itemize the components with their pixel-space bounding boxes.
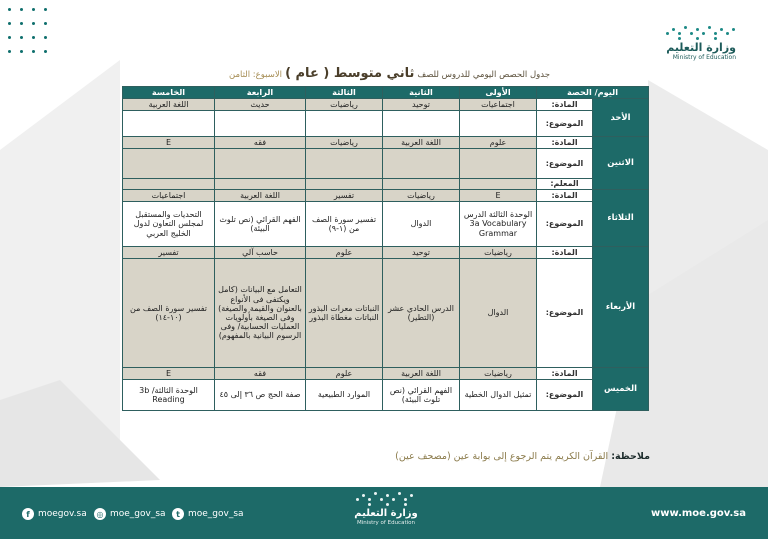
- title-main: ثاني متوسط ( عام ): [285, 66, 415, 81]
- day-name: الخميس: [593, 368, 649, 411]
- footer-logo: [338, 490, 434, 536]
- subject-row: [123, 190, 649, 202]
- topic-row: [123, 380, 649, 411]
- subject-cell: اللغة العربية: [383, 368, 460, 380]
- subject-cell: اجتماعيات: [460, 99, 537, 111]
- instagram-link[interactable]: [94, 507, 166, 521]
- topic-cell: [123, 111, 215, 137]
- topic-cell: الدرس الحادي عشر (التطير): [383, 259, 460, 368]
- subject-cell: تفسير: [306, 190, 383, 202]
- topic-cell: تمثيل الدوال الخطية: [460, 380, 537, 411]
- topic-row: [123, 111, 649, 137]
- subject-cell: توحيد: [383, 99, 460, 111]
- topic-cell: [215, 111, 306, 137]
- title-sub: جدول الحصص اليومي للدروس للصف: [417, 70, 550, 80]
- twitter-icon: t: [172, 508, 184, 520]
- topic-cell: [123, 149, 215, 179]
- topic-row: [123, 202, 649, 247]
- topic-cell: تفسير سورة الصف من (١٠-١٤): [123, 259, 215, 368]
- topic-cell: صفة الحج ص ٣٦ إلى ٤٥: [215, 380, 306, 411]
- day-name: الأحد: [593, 99, 649, 137]
- topic-cell: الفهم القرائي (نص تلوث البيئة): [383, 380, 460, 411]
- facebook-link[interactable]: [22, 507, 87, 521]
- day-name: الثلاثاء: [593, 190, 649, 247]
- day-name: الأربعاء: [593, 247, 649, 368]
- period-header: الثانية: [383, 87, 460, 99]
- row-label: الموضوع:: [537, 259, 593, 368]
- logo-dots-icon: [662, 24, 736, 40]
- topic-cell: [306, 149, 383, 179]
- corner-header: اليوم/ الحصة: [537, 87, 649, 99]
- teacher-cell: [306, 179, 383, 190]
- teacher-cell: [215, 179, 306, 190]
- subject-cell: E: [123, 137, 215, 149]
- note-text: القرآن الكريم يتم الرجوع إلى بوابة عين (مصحف عين): [395, 451, 609, 462]
- twitter-handle: moe_gov_sa: [188, 509, 244, 519]
- subject-cell: اللغة العربية: [123, 99, 215, 111]
- topic-cell: الفهم القرائي (نص تلوث البيئة): [215, 202, 306, 247]
- teacher-row: [123, 179, 649, 190]
- decorative-dots: [8, 8, 48, 58]
- period-header: الأولى: [460, 87, 537, 99]
- subject-cell: حديث: [215, 99, 306, 111]
- subject-cell: رياضيات: [306, 137, 383, 149]
- subject-cell: تفسير: [123, 247, 215, 259]
- subject-cell: رياضيات: [460, 247, 537, 259]
- row-label: المادة:: [537, 368, 593, 380]
- topic-cell: [460, 111, 537, 137]
- topic-row: [123, 259, 649, 368]
- subject-cell: علوم: [460, 137, 537, 149]
- logo-text-ar: وزارة التعليم: [666, 41, 736, 54]
- topic-cell: الوحدة الثالثة الدرس 3a Vocabulary Grammar: [460, 202, 537, 247]
- ministry-logo: [626, 24, 736, 70]
- period-header: الثالثة: [306, 87, 383, 99]
- instagram-icon: ◎: [94, 508, 106, 520]
- row-label: المادة:: [537, 99, 593, 111]
- subject-cell: رياضيات: [306, 99, 383, 111]
- subject-cell: رياضيات: [460, 368, 537, 380]
- topic-cell: [383, 111, 460, 137]
- subject-row: [123, 99, 649, 111]
- topic-cell: [383, 149, 460, 179]
- footer-logo-dots-icon: [354, 490, 418, 506]
- subject-cell: رياضيات: [383, 190, 460, 202]
- facebook-icon: f: [22, 508, 34, 520]
- period-header: الرابعة: [215, 87, 306, 99]
- topic-cell: النباتات معرات البذور النباتات مغطاة البذور: [306, 259, 383, 368]
- period-header: الخامسة: [123, 87, 215, 99]
- instagram-handle: moe_gov_sa: [110, 509, 166, 519]
- day-name: الاثنين: [593, 137, 649, 190]
- subject-row: [123, 368, 649, 380]
- teacher-cell: [460, 179, 537, 190]
- teacher-cell: [123, 179, 215, 190]
- subject-cell: علوم: [306, 247, 383, 259]
- subject-cell: E: [460, 190, 537, 202]
- row-label: الموضوع:: [537, 111, 593, 137]
- topic-cell: الدوال: [383, 202, 460, 247]
- topic-cell: تفسير سورة الصف من (١-٩): [306, 202, 383, 247]
- subject-cell: فقه: [215, 368, 306, 380]
- note: [395, 451, 650, 462]
- website-link[interactable]: www.moe.gov.sa: [651, 508, 746, 519]
- subject-cell: اجتماعيات: [123, 190, 215, 202]
- topic-cell: الموارد الطبيعية: [306, 380, 383, 411]
- twitter-link[interactable]: [172, 507, 244, 521]
- footer-logo-en: Ministry of Education: [356, 520, 415, 526]
- topic-cell: التحديات والمستقبل لمجلس التعاون لدول الخليج العربي: [123, 202, 215, 247]
- footer: [0, 487, 768, 539]
- note-label: ملاحظة:: [611, 451, 650, 462]
- subject-cell: اللغة العربية: [215, 190, 306, 202]
- subject-row: [123, 247, 649, 259]
- schedule-table: [122, 86, 649, 411]
- row-label: المادة:: [537, 137, 593, 149]
- facebook-handle: moegov.sa: [38, 509, 87, 519]
- topic-cell: الدوال: [460, 259, 537, 368]
- footer-logo-ar: وزارة التعليم: [354, 508, 418, 519]
- subject-cell: توحيد: [383, 247, 460, 259]
- row-label: المادة:: [537, 247, 593, 259]
- subject-cell: فقه: [215, 137, 306, 149]
- logo-text-en: Ministry of Education: [672, 54, 736, 61]
- subject-cell: E: [123, 368, 215, 380]
- subject-cell: علوم: [306, 368, 383, 380]
- week-label: الاسبوع: الثامن: [228, 70, 283, 80]
- page-title: [215, 66, 550, 84]
- topic-cell: [306, 111, 383, 137]
- row-label: الموضوع:: [537, 380, 593, 411]
- subject-cell: اللغة العربية: [383, 137, 460, 149]
- topic-row: [123, 149, 649, 179]
- row-label: الموضوع:: [537, 202, 593, 247]
- topic-cell: الوحدة الثالثة/ 3b Reading: [123, 380, 215, 411]
- topic-cell: [460, 149, 537, 179]
- subject-row: [123, 137, 649, 149]
- subject-cell: حاسب آلي: [215, 247, 306, 259]
- row-label: المعلم:: [537, 179, 593, 190]
- header-row: [123, 87, 649, 99]
- row-label: الموضوع:: [537, 149, 593, 179]
- topic-cell: التعامل مع البيانات (كامل ويكتفى فى الأنواع بالعنوان والقيمة والصيغة) وفى الصيغة بأولويات العمليات الحسابية/ وفى الرسوم البيانية بالمفهوم): [215, 259, 306, 368]
- teacher-cell: [383, 179, 460, 190]
- topic-cell: [215, 149, 306, 179]
- row-label: المادة:: [537, 190, 593, 202]
